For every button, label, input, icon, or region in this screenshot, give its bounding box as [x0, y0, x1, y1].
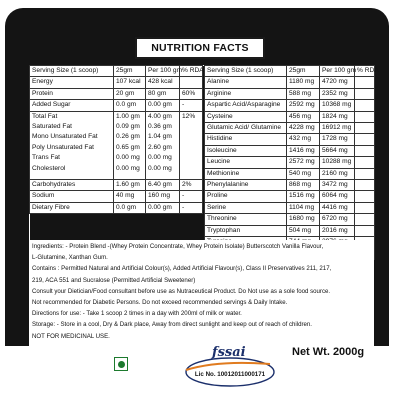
right-header-grams: 25gm: [287, 66, 320, 77]
amino-rda: [355, 157, 375, 168]
table-row: [30, 180, 375, 191]
left-header-grams: 25gm: [114, 66, 146, 77]
fat-per-100g: 4.00 gm: [148, 112, 172, 120]
amino-per-100g: 10368 mg: [320, 100, 355, 111]
amino-acid-name: Phenylalanine: [205, 180, 287, 191]
nutrient-per-serving: 0.0 gm: [114, 202, 146, 213]
nutrition-title: NUTRITION FACTS: [135, 37, 265, 59]
fat-name: Poly Unsaturated Fat: [32, 143, 94, 151]
nutrient-rda: 2%: [180, 180, 203, 191]
left-header-per100: Per 100 gm: [146, 66, 180, 77]
fat-name: Cholesterol: [32, 164, 66, 172]
fat-per-100g: 2.60 gm: [148, 143, 172, 151]
amino-per-100g: 2160 mg: [320, 168, 355, 179]
directions-line: Directions for use: - Take 1 scoop 2 times in a day with 200ml of milk or water.: [32, 310, 242, 318]
nutrient-per-100g: 0.00 gm: [146, 100, 180, 111]
amino-per-100g: 4416 mg: [320, 202, 355, 213]
nutrient-per-100g: 80 gm: [146, 88, 180, 99]
nutrient-per-100g: 428 kcal: [146, 77, 180, 88]
diabetic-warning-line: Not recommended for Diabetic Persons. Do not exceed recommended servings & Daily Intake.: [32, 299, 288, 307]
nutrition-table-wrap: [29, 65, 379, 260]
nutrient-rda: -: [180, 100, 203, 111]
amino-rda: [355, 168, 375, 179]
amino-per-100g: 1728 mg: [320, 134, 355, 145]
nutrient-per-serving: 107 kcal: [114, 77, 146, 88]
amino-per-serving: 2592 mg: [287, 100, 320, 111]
amino-acid-name: Methionine: [205, 168, 287, 179]
amino-rda: [355, 202, 375, 213]
fat-per-100g: 0.00 mg: [148, 154, 172, 162]
right-header-per100: Per 100 gm: [320, 66, 355, 77]
amino-acid-name: Cysteine: [205, 111, 287, 122]
amino-per-serving: 504 mg: [287, 225, 320, 236]
amino-per-serving: 4228 mg: [287, 123, 320, 134]
nutrient-name: Sodium: [30, 191, 114, 202]
amino-rda: [355, 145, 375, 156]
fat-name: Mono Unsaturated Fat: [32, 133, 98, 141]
amino-per-100g: 10288 mg: [320, 157, 355, 168]
amino-rda: [355, 77, 375, 88]
fat-name: Trans Fat: [32, 154, 60, 162]
nutrient-name: Protein: [30, 88, 114, 99]
table-row: [30, 214, 375, 225]
amino-rda: [355, 180, 375, 191]
fat-per-serving: 0.09 gm: [116, 123, 140, 131]
table-row: [30, 191, 375, 202]
not-medicinal-line: NOT FOR MEDICINAL USE.: [32, 332, 110, 340]
info-text-block: [29, 240, 374, 346]
fat-per-serving: 1.00 gm: [116, 112, 140, 120]
nutrient-rda: -: [180, 191, 203, 202]
license-number: Lic No. 10012011000171: [194, 371, 266, 378]
amino-acid-name: Isoleucine: [205, 145, 287, 156]
amino-per-serving: 588 mg: [287, 88, 320, 99]
table-row: [30, 77, 375, 88]
nutrient-per-100g: 160 mg: [146, 191, 180, 202]
fat-per-100g: 1.04 gm: [148, 133, 172, 141]
amino-rda: [355, 111, 375, 122]
left-empty-area: [30, 214, 203, 225]
nutrient-per-100g: 6.40 gm: [146, 180, 180, 191]
amino-per-100g: 2016 mg: [320, 225, 355, 236]
fat-per-serving-cell: [114, 111, 146, 179]
fat-name: Saturated Fat: [32, 123, 72, 131]
amino-per-serving: 868 mg: [287, 180, 320, 191]
nutrient-rda: [180, 77, 203, 88]
amino-acid-name: Tryptophan: [205, 225, 287, 236]
table-row: [30, 88, 375, 99]
amino-per-100g: 6064 mg: [320, 191, 355, 202]
amino-rda: [355, 225, 375, 236]
nutrient-name: Added Sugar: [30, 100, 114, 111]
amino-per-serving: 1516 mg: [287, 191, 320, 202]
amino-per-100g: 3472 mg: [320, 180, 355, 191]
amino-per-100g: 2352 mg: [320, 88, 355, 99]
nutrient-per-serving: 40 mg: [114, 191, 146, 202]
consult-line: Consult your Dietician/Food consultant before use as Nutraceutical Product. Do Not use as a sole food source.: [32, 287, 331, 295]
amino-acid-name: Threonine: [205, 214, 287, 225]
amino-per-100g: 1824 mg: [320, 111, 355, 122]
fssai-logo-text: fssai: [212, 345, 246, 360]
table-row: [30, 66, 375, 77]
amino-per-serving: 1180 mg: [287, 77, 320, 88]
nutrient-per-serving: 20 gm: [114, 88, 146, 99]
table-row: [30, 202, 375, 213]
amino-acid-name: Histidine: [205, 134, 287, 145]
fat-per-serving: 0.26 gm: [116, 133, 140, 141]
amino-per-serving: 2572 mg: [287, 157, 320, 168]
net-weight: Net Wt. 2000g: [292, 346, 365, 358]
amino-rda: [355, 88, 375, 99]
nutrient-per-serving: 0.0 gm: [114, 100, 146, 111]
fssai-logo: [178, 342, 274, 388]
amino-acid-name: Serine: [205, 202, 287, 213]
amino-per-100g: 16912 mg: [320, 123, 355, 134]
nutrient-rda: -: [180, 202, 203, 213]
nutrient-per-serving: 1.60 gm: [114, 180, 146, 191]
amino-rda: [355, 134, 375, 145]
nutrient-name: Carbohydrates: [30, 180, 114, 191]
contains-line-2: 219, ACA 551 and Sucralose (Permitted Artificial Sweetener): [32, 276, 196, 284]
amino-acid-name: Aspartic Acid/Asparagine: [205, 100, 287, 111]
nutrient-per-100g: 0.00 gm: [146, 202, 180, 213]
nutrient-name: Dietary Fibre: [30, 202, 114, 213]
fat-per-100g-cell: [146, 111, 180, 179]
amino-per-serving: 1680 mg: [287, 214, 320, 225]
left-header-serving: Serving Size (1 scoop): [30, 66, 114, 77]
nutrition-table: [29, 65, 379, 260]
fat-per-serving: 0.00 mg: [116, 164, 140, 172]
amino-acid-name: Leucine: [205, 157, 287, 168]
amino-per-serving: 1416 mg: [287, 145, 320, 156]
nutrient-name: Energy: [30, 77, 114, 88]
amino-rda: [355, 100, 375, 111]
amino-rda: [355, 123, 375, 134]
amino-per-100g: 4720 mg: [320, 77, 355, 88]
fat-per-100g: 0.00 mg: [148, 164, 172, 172]
fat-per-100g: 0.36 gm: [148, 123, 172, 131]
contains-line: Contains : Permitted Natural and Artificial Colour(s), Added Artificial Flavour(s), Class II Preservatives 211, 217,: [32, 265, 332, 273]
fat-per-serving: 0.00 mg: [116, 154, 140, 162]
fat-name: Total Fat: [32, 112, 58, 120]
left-header-rda: % RDA: [180, 66, 203, 77]
table-row: [30, 100, 375, 111]
amino-acid-name: Alanine: [205, 77, 287, 88]
left-empty-area: [30, 225, 203, 236]
table-row: [30, 225, 375, 236]
right-header-rda: % RDA: [355, 66, 375, 77]
table-row: [30, 111, 375, 122]
ingredients-line-2: L-Glutamine, Xanthan Gum.: [32, 254, 108, 262]
veg-mark-icon: [114, 357, 128, 371]
right-header-serving: Serving Size (1 scoop): [205, 66, 287, 77]
nutrient-rda: 60%: [180, 88, 203, 99]
amino-per-serving: 432 mg: [287, 134, 320, 145]
amino-rda: [355, 214, 375, 225]
amino-per-serving: 540 mg: [287, 168, 320, 179]
fat-names-cell: [30, 111, 114, 179]
amino-per-100g: 6720 mg: [320, 214, 355, 225]
amino-per-serving: 456 mg: [287, 111, 320, 122]
amino-per-serving: 1104 mg: [287, 202, 320, 213]
fat-per-serving: 0.65 gm: [116, 143, 140, 151]
amino-rda: [355, 191, 375, 202]
storage-line: Storage: - Store in a cool, Dry & Dark place, Away from direct sunlight and keep out of reach of children.: [32, 321, 313, 329]
ingredients-line: Ingredients: - Protein Blend -(Whey Protein Concentrate, Whey Protein Isolate) Butterscotch Vanilla Flavour,: [32, 243, 324, 250]
amino-per-100g: 5664 mg: [320, 145, 355, 156]
amino-acid-name: Arginine: [205, 88, 287, 99]
amino-acid-name: Glutamic Acid/ Glutamine: [205, 123, 287, 134]
fat-rda-cell: 12%: [180, 111, 203, 179]
amino-acid-name: Proline: [205, 191, 287, 202]
